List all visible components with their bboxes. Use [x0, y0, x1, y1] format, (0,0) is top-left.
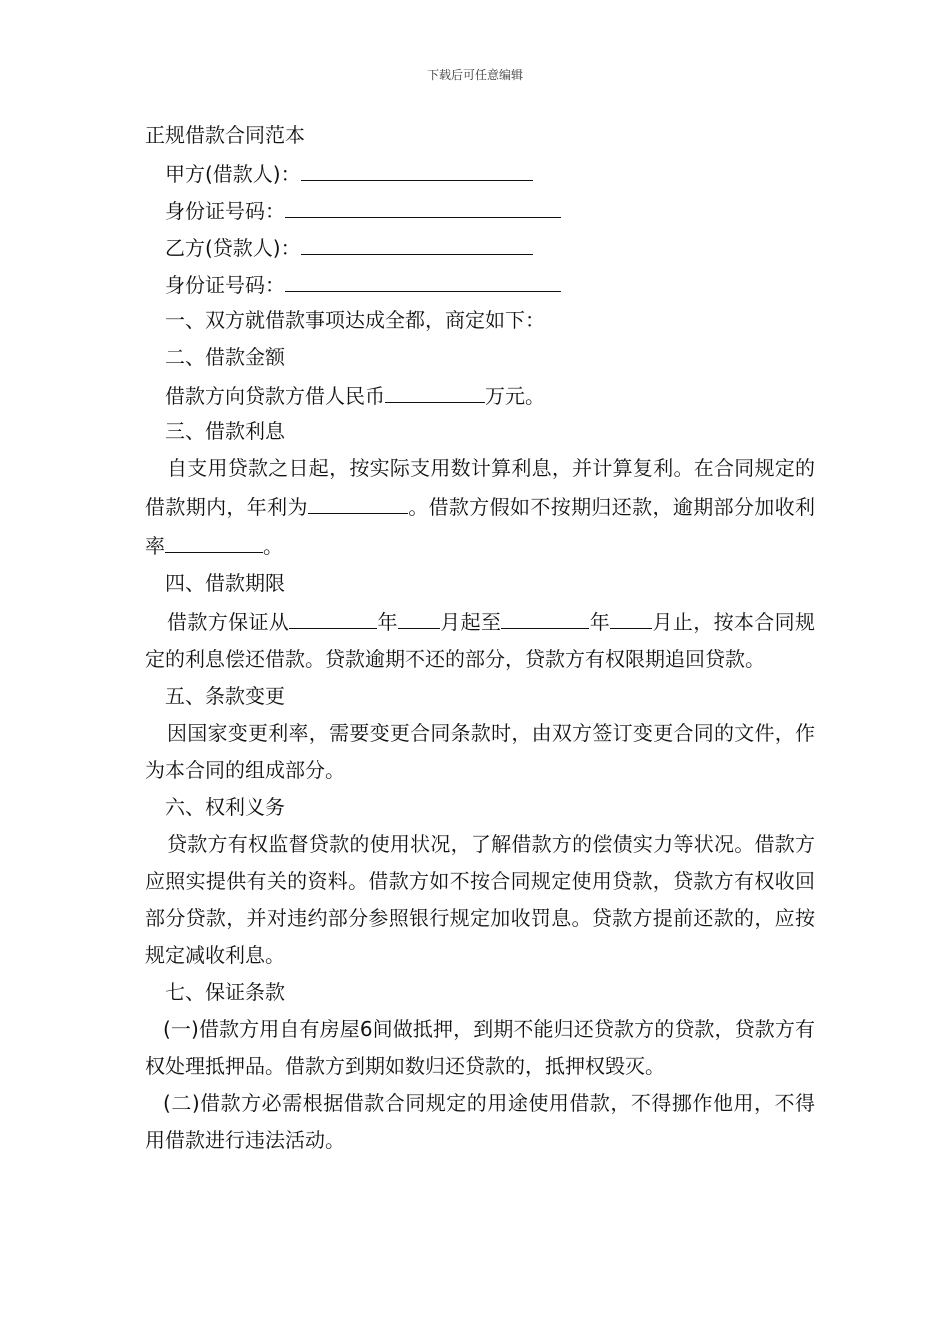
page-header-note: 下载后可任意编辑 — [426, 68, 523, 82]
party-b-label: 乙方(贷款人)： — [165, 236, 301, 260]
section-6-heading: 六、权利义务 — [165, 795, 285, 819]
party-b-id-label: 身份证号码： — [165, 273, 285, 297]
party-a-blank — [301, 154, 533, 181]
loan-amount-blank — [385, 376, 485, 403]
section-6-text: 贷款方有权监督贷款的使用状况，了解借款方的偿债实力等状况。借款方应照实提供有关的资料。借款方如不按合同规定使用贷款，贷款方有权收回部分贷款，并对违约部分参照银行规定加收罚息。贷款方提前还款的，应按规定减收利息。 — [145, 832, 815, 967]
party-a-label: 甲方(借款人)： — [165, 162, 301, 186]
end-year-blank — [501, 602, 589, 629]
section-3-text — [145, 450, 815, 565]
term-text-c: 月起至 — [439, 610, 502, 634]
start-year-blank — [289, 602, 377, 629]
section-3-heading: 三、借款利息 — [165, 419, 285, 443]
party-a-row — [145, 154, 815, 191]
interest-rate-blank — [308, 487, 408, 514]
section-4-heading: 四、借款期限 — [165, 571, 285, 595]
section-5-heading: 五、条款变更 — [165, 684, 285, 708]
loan-amount-unit: 万元。 — [485, 384, 545, 408]
interest-text-c: 。 — [263, 534, 283, 558]
section-7-item-2: (二)借款方必需根据借款合同规定的用途使用借款，不得挪作他用，不得用借款进行违法活动。 — [145, 1091, 815, 1152]
section-2-heading: 二、借款金额 — [165, 345, 285, 369]
term-text-e: 月止，按本合同规定的利息偿还借款。贷款逾期不还的部分，贷款方有权限期追回贷款。 — [145, 610, 816, 671]
document-title: 正规借款合同范本 — [145, 123, 305, 147]
party-a-id-row — [145, 191, 815, 228]
party-b-row — [145, 228, 815, 265]
party-b-blank — [301, 228, 533, 255]
end-month-blank — [610, 602, 652, 629]
loan-amount-text: 借款方向贷款方借人民币 — [165, 384, 385, 408]
term-year-a: 年 — [377, 610, 398, 634]
term-text-a: 借款方保证从 — [167, 610, 290, 634]
interest-text-a: 自支用贷款之日起，按实际支用数计算利息，并计算复利。在合同规定的借款期内，年利为 — [145, 456, 815, 519]
contract-body — [145, 117, 815, 1159]
section-2-text — [145, 376, 815, 413]
party-b-id-blank — [285, 265, 561, 292]
section-7-item-1: (一)借款方用自有房屋6间做抵押，到期不能归还贷款方的贷款，贷款方有权处理抵押品。借款方到期如数归还贷款的，抵押权毁灭。 — [145, 1017, 815, 1078]
party-a-id-blank — [285, 191, 561, 218]
section-5-text: 因国家变更利率，需要变更合同条款时，由双方签订变更合同的文件，作为本合同的组成部分。 — [145, 721, 815, 782]
overdue-rate-blank — [165, 526, 263, 553]
section-4-text — [145, 602, 815, 678]
party-a-id-label: 身份证号码： — [165, 199, 285, 223]
start-month-blank — [398, 602, 440, 629]
section-7-heading: 七、保证条款 — [165, 980, 285, 1004]
section-1: 一、双方就借款事项达成全都，商定如下： — [165, 308, 545, 332]
term-year-b: 年 — [589, 610, 611, 634]
party-b-id-row — [145, 265, 815, 302]
interest-text-b: 。借款方假如不按期归还款，逾期部分加收利率 — [145, 495, 816, 558]
